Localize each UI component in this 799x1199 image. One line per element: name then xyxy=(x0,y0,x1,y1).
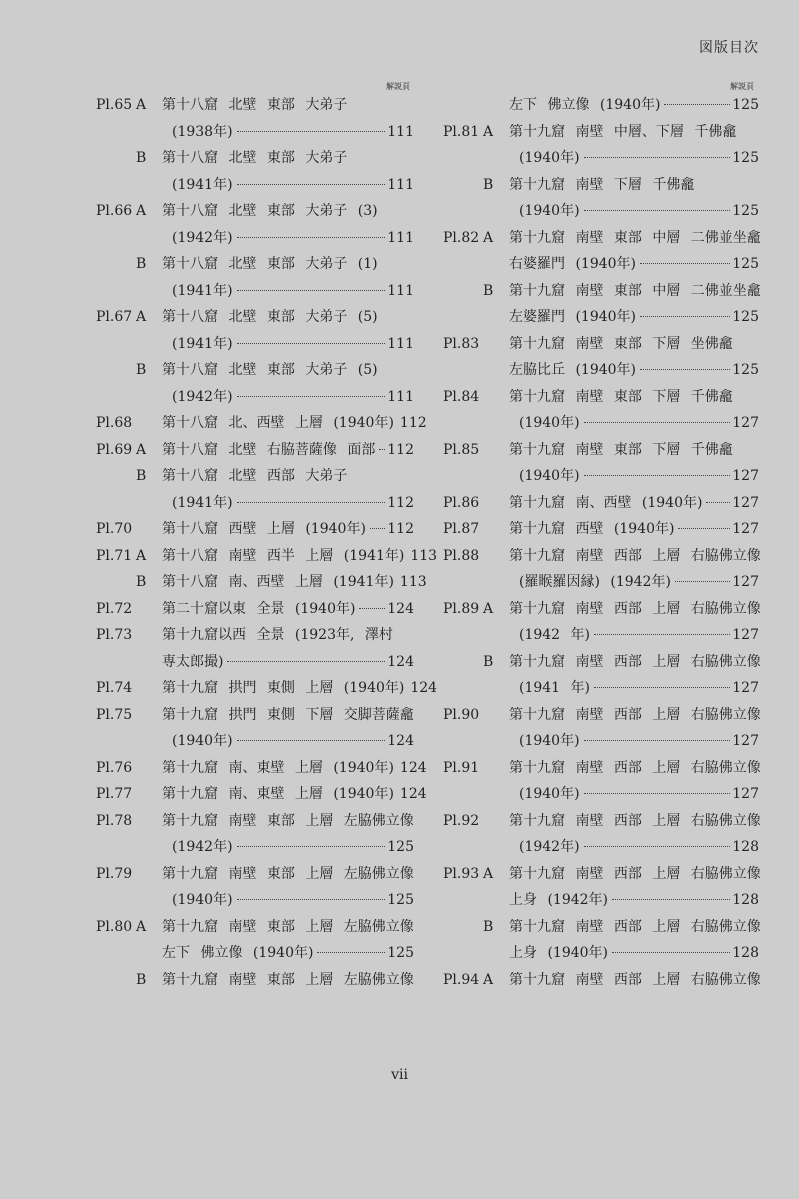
plate-sub-letter: A xyxy=(483,229,494,246)
toc-entry xyxy=(443,940,759,967)
toc-entry xyxy=(443,516,759,543)
dot-leader xyxy=(612,899,730,900)
entry-caption: 上身 (1940年) xyxy=(509,945,609,961)
column-heading-left: 解説頁 xyxy=(386,82,410,91)
toc-entry xyxy=(443,649,759,676)
toc-entry xyxy=(443,410,759,437)
plate-sub-letter: B xyxy=(136,468,147,484)
plate-number: Pl.73 xyxy=(96,627,133,643)
toc-entry xyxy=(443,357,759,384)
plate-number: Pl.87 xyxy=(443,521,480,537)
toc-entry xyxy=(96,755,427,782)
commentary-page-number: 113 xyxy=(410,547,438,564)
plate-number: Pl.80 xyxy=(96,918,133,935)
toc-entry xyxy=(96,198,414,225)
toc-entry xyxy=(96,145,414,172)
toc-entry xyxy=(443,331,759,358)
commentary-page-number: 111 xyxy=(387,229,414,246)
entry-caption: 左婆羅門 (1940年) xyxy=(509,309,637,325)
entry-caption: 第十九窟 南壁 東部 上層 左脇佛立像 xyxy=(162,812,414,829)
entry-caption: 第十九窟 南壁 西部 上層 右脇佛立像 xyxy=(509,971,761,988)
toc-entry xyxy=(96,410,427,437)
plate-sub-letter: B xyxy=(136,256,147,272)
commentary-page-number: 111 xyxy=(387,335,414,352)
toc-entry xyxy=(96,702,414,729)
toc-entry xyxy=(96,649,414,676)
entry-caption: 第十九窟 南、東壁 上層 (1940年) xyxy=(162,759,394,776)
entry-caption: 第二十窟以東 全景 (1940年) xyxy=(162,600,356,617)
commentary-page-number: 128 xyxy=(732,839,759,855)
commentary-page-number: 112 xyxy=(387,521,414,537)
commentary-page-number: 125 xyxy=(732,203,759,219)
entry-caption: 第十八窟 北壁 東部 大弟子 (5) xyxy=(162,309,378,325)
toc-entry xyxy=(96,967,414,994)
plate-sub-letter: A xyxy=(136,309,147,325)
toc-entry xyxy=(96,92,414,119)
plate-number: Pl.94 xyxy=(443,971,480,988)
entry-caption: 第十九窟 南壁 東部 下層 千佛龕 xyxy=(509,441,733,458)
dot-leader xyxy=(237,343,386,344)
entry-caption: 専太郎撮) xyxy=(162,653,224,670)
entry-caption: 第十八窟 北壁 西部 大弟子 xyxy=(162,468,348,484)
entry-caption: (1941年) xyxy=(172,494,233,511)
dot-leader xyxy=(584,475,731,476)
plate-number: Pl.78 xyxy=(96,812,133,829)
toc-entry xyxy=(443,145,759,172)
commentary-page-number: 124 xyxy=(387,733,414,749)
entry-caption: 第十九窟 南壁 東部 上層 左脇佛立像 xyxy=(162,971,414,988)
dot-leader xyxy=(584,846,731,847)
entry-caption: 第十九窟 南壁 西部 上層 右脇佛立像 xyxy=(509,759,761,776)
commentary-page-number: 112 xyxy=(399,415,427,431)
toc-entry xyxy=(443,569,759,596)
toc-entry xyxy=(443,92,759,119)
plate-sub-letter: B xyxy=(483,176,494,193)
plate-number: Pl.68 xyxy=(96,415,133,431)
commentary-page-number: 127 xyxy=(732,521,759,537)
plate-number: Pl.66 xyxy=(96,203,133,219)
toc-entry xyxy=(96,569,427,596)
toc-entry xyxy=(96,490,414,517)
plate-number: Pl.90 xyxy=(443,706,480,723)
plate-sub-letter: A xyxy=(136,441,147,458)
commentary-page-number: 125 xyxy=(387,839,414,855)
entry-caption: 第十九窟以西 全景 (1923年, 澤村 xyxy=(162,627,393,643)
entry-caption: 第十八窟 北壁 東部 大弟子 xyxy=(162,150,348,166)
entry-caption: (1941年) xyxy=(172,176,233,193)
toc-entry xyxy=(96,251,414,278)
entry-caption: (1940年) xyxy=(519,786,580,802)
entry-caption: 第十九窟 南壁 下層 千佛龕 xyxy=(509,176,695,193)
dot-leader xyxy=(584,210,731,211)
toc-entry xyxy=(443,596,759,623)
plate-number: Pl.89 xyxy=(443,600,480,617)
commentary-page-number: 128 xyxy=(732,892,759,908)
commentary-page-number: 113 xyxy=(399,574,427,590)
plate-sub-letter: B xyxy=(136,150,147,166)
toc-entry xyxy=(443,702,759,729)
plate-number: Pl.81 xyxy=(443,123,480,140)
toc-entry xyxy=(443,781,759,808)
plate-sub-letter: A xyxy=(136,97,147,113)
toc-entry xyxy=(96,914,414,941)
plate-number: Pl.92 xyxy=(443,812,480,829)
dot-leader xyxy=(640,369,730,370)
plate-number: Pl.79 xyxy=(96,865,133,882)
toc-entry xyxy=(96,384,414,411)
commentary-page-number: 127 xyxy=(732,627,759,643)
entry-caption: 第十九窟 南壁 西部 上層 右脇佛立像 xyxy=(509,600,761,617)
toc-entry xyxy=(443,728,759,755)
commentary-page-number: 111 xyxy=(387,388,414,405)
plate-sub-letter: B xyxy=(136,574,147,590)
entry-caption: 第十九窟 南壁 東部 下層 千佛龕 xyxy=(509,388,733,405)
toc-entry xyxy=(443,914,759,941)
toc-entry xyxy=(96,516,414,543)
entry-caption: (1940年) xyxy=(172,733,233,749)
entry-caption: 上身 (1942年) xyxy=(509,892,609,908)
entry-caption: 右婆羅門 (1940年) xyxy=(509,256,637,272)
dot-leader xyxy=(612,952,730,953)
toc-entry xyxy=(96,940,414,967)
toc-entry xyxy=(96,808,414,835)
entry-caption: 第十九窟 西壁 (1940年) xyxy=(509,521,675,537)
dot-leader xyxy=(379,449,385,450)
dot-leader xyxy=(584,740,731,741)
entry-caption: (1940年) xyxy=(519,468,580,484)
dot-leader xyxy=(370,528,385,529)
entry-caption: 第十九窟 拱門 東側 上層 (1940年) xyxy=(162,680,405,696)
toc-entry xyxy=(443,755,759,782)
toc-entry xyxy=(96,728,414,755)
plate-sub-letter: A xyxy=(483,123,494,140)
dot-leader xyxy=(227,661,385,662)
plate-number: Pl.91 xyxy=(443,759,480,776)
toc-entry xyxy=(443,278,759,305)
commentary-page-number: 128 xyxy=(732,945,759,961)
toc-entry xyxy=(96,437,414,464)
commentary-page-number: 124 xyxy=(387,600,414,617)
entry-caption: 第十八窟 北壁 東部 大弟子 (5) xyxy=(162,362,378,378)
entry-caption: 第十九窟 南壁 中層、下層 千佛龕 xyxy=(509,123,737,140)
plate-sub-letter: A xyxy=(136,203,147,219)
dot-leader xyxy=(237,899,386,900)
plate-number: Pl.69 xyxy=(96,441,133,458)
running-header: 図版目次 xyxy=(699,40,759,56)
entry-caption: 第十九窟 南壁 西部 上層 右脇佛立像 xyxy=(509,865,761,882)
commentary-page-number: 124 xyxy=(387,653,414,670)
toc-entry xyxy=(96,543,438,570)
plate-number: Pl.88 xyxy=(443,547,480,564)
toc-column-left xyxy=(96,92,438,993)
toc-entry xyxy=(443,490,759,517)
toc-entry xyxy=(443,675,759,702)
entry-caption: 第十九窟 南壁 西部 上層 右脇佛立像 xyxy=(509,547,761,564)
entry-caption: (1941 年) xyxy=(519,680,591,696)
entry-caption: 第十九窟 南壁 東部 中層 二佛並坐龕 xyxy=(509,282,761,299)
entry-caption: 第十八窟 北壁 東部 大弟子 xyxy=(162,97,348,113)
toc-entry xyxy=(96,596,414,623)
commentary-page-number: 124 xyxy=(399,759,427,776)
entry-caption: 第十九窟 南壁 東部 上層 左脇佛立像 xyxy=(162,865,414,882)
dot-leader xyxy=(678,528,730,529)
dot-leader xyxy=(237,290,386,291)
toc-column-right xyxy=(443,92,759,993)
commentary-page-number: 125 xyxy=(387,945,414,961)
entry-caption: 第十九窟 拱門 東側 下層 交脚菩薩龕 xyxy=(162,706,414,723)
plate-number: Pl.83 xyxy=(443,335,480,352)
entry-caption: (1942年) xyxy=(172,839,233,855)
commentary-page-number: 127 xyxy=(732,468,759,484)
toc-entry xyxy=(96,463,414,490)
plate-sub-letter: B xyxy=(483,918,494,935)
plate-sub-letter: A xyxy=(483,971,494,988)
toc-entry xyxy=(443,463,759,490)
commentary-page-number: 127 xyxy=(732,415,759,431)
plate-sub-letter: A xyxy=(483,600,494,617)
commentary-page-number: 125 xyxy=(732,150,759,166)
entry-caption: 第十八窟 北壁 右脇菩薩像 面部 xyxy=(162,441,376,458)
toc-entry xyxy=(443,887,759,914)
toc-entry xyxy=(96,278,414,305)
dot-leader xyxy=(640,263,730,264)
entry-caption: 第十八窟 南、西壁 上層 (1941年) xyxy=(162,574,394,590)
entry-caption: 第十八窟 北壁 東部 大弟子 (1) xyxy=(162,256,378,272)
commentary-page-number: 112 xyxy=(387,494,414,511)
plate-number: Pl.67 xyxy=(96,309,133,325)
toc-entry xyxy=(443,119,759,146)
toc-entry xyxy=(443,437,759,464)
entry-caption: (1942年) xyxy=(172,229,233,246)
entry-caption: 第十九窟 南壁 東部 上層 左脇佛立像 xyxy=(162,918,414,935)
toc-entry xyxy=(443,861,759,888)
entry-caption: 第十九窟 南壁 東部 中層 二佛並坐龕 xyxy=(509,229,761,246)
entry-caption: 第十八窟 南壁 西半 上層 (1941年) xyxy=(162,547,405,564)
commentary-page-number: 125 xyxy=(732,97,759,113)
dot-leader xyxy=(594,634,730,635)
commentary-page-number: 111 xyxy=(387,123,414,140)
entry-caption: (1941年) xyxy=(172,282,233,299)
plate-sub-letter: A xyxy=(483,865,494,882)
entry-caption: 第十九窟 南壁 西部 上層 右脇佛立像 xyxy=(509,918,761,935)
plate-number: Pl.74 xyxy=(96,680,133,696)
toc-entry xyxy=(96,357,414,384)
entry-caption: (1940年) xyxy=(519,415,580,431)
entry-caption: (1942年) xyxy=(172,388,233,405)
commentary-page-number: 127 xyxy=(732,574,759,590)
entry-caption: (1938年) xyxy=(172,123,233,140)
plate-number: Pl.93 xyxy=(443,865,480,882)
entry-caption: 左脇比丘 (1940年) xyxy=(509,362,637,378)
toc-entry xyxy=(443,251,759,278)
toc-entry xyxy=(443,384,759,411)
plate-number: Pl.70 xyxy=(96,521,133,537)
entry-caption: 第十八窟 北壁 東部 大弟子 (3) xyxy=(162,203,378,219)
plate-number: Pl.84 xyxy=(443,388,480,405)
commentary-page-number: 124 xyxy=(399,786,427,802)
plate-number: Pl.76 xyxy=(96,759,133,776)
entry-caption: 左下 佛立像 (1940年) xyxy=(162,945,314,961)
entry-caption: (1942年) xyxy=(519,839,580,855)
plate-number: Pl.85 xyxy=(443,441,480,458)
entry-caption: (1940年) xyxy=(519,150,580,166)
dot-leader xyxy=(237,396,386,397)
entry-caption: (1941年) xyxy=(172,335,233,352)
toc-entry xyxy=(96,172,414,199)
dot-leader xyxy=(237,237,386,238)
dot-leader xyxy=(706,502,730,503)
entry-caption: 第十九窟 南、東壁 上層 (1940年) xyxy=(162,786,394,802)
entry-caption: 第十九窟 南壁 西部 上層 右脇佛立像 xyxy=(509,812,761,829)
toc-entry xyxy=(443,808,759,835)
entry-caption: 第十九窟 南壁 西部 上層 右脇佛立像 xyxy=(509,653,761,670)
commentary-page-number: 112 xyxy=(387,441,414,458)
dot-leader xyxy=(237,740,386,741)
dot-leader xyxy=(359,608,385,609)
dot-leader xyxy=(237,184,386,185)
entry-caption: 第十八窟 西壁 上層 (1940年) xyxy=(162,521,366,537)
toc-entry xyxy=(443,304,759,331)
dot-leader xyxy=(237,846,386,847)
dot-leader xyxy=(317,952,385,953)
toc-entry xyxy=(96,675,438,702)
commentary-page-number: 127 xyxy=(732,733,759,749)
dot-leader xyxy=(594,687,730,688)
dot-leader xyxy=(237,502,386,503)
entry-caption: (1940年) xyxy=(519,733,580,749)
dot-leader xyxy=(640,316,730,317)
plate-number: Pl.71 xyxy=(96,547,133,564)
commentary-page-number: 127 xyxy=(732,680,759,696)
plate-number: Pl.77 xyxy=(96,786,133,802)
entry-caption: 第十八窟 北、西壁 上層 (1940年) xyxy=(162,415,394,431)
plate-number: Pl.65 xyxy=(96,97,133,113)
toc-entry xyxy=(443,622,759,649)
plate-sub-letter: B xyxy=(136,362,147,378)
commentary-page-number: 111 xyxy=(387,282,414,299)
commentary-page-number: 111 xyxy=(387,176,414,193)
entry-caption: (1940年) xyxy=(172,892,233,908)
toc-entry xyxy=(96,622,414,649)
plate-sub-letter: B xyxy=(483,282,494,299)
toc-entry xyxy=(96,834,414,861)
toc-entry xyxy=(443,967,759,994)
entry-caption: (羅睺羅因縁) (1942年) xyxy=(519,574,671,590)
toc-entry xyxy=(96,781,427,808)
plate-sub-letter: A xyxy=(136,918,147,935)
commentary-page-number: 124 xyxy=(410,680,438,696)
commentary-page-number: 125 xyxy=(732,256,759,272)
plate-sub-letter: B xyxy=(483,653,494,670)
toc-entry xyxy=(443,225,759,252)
plate-number: Pl.82 xyxy=(443,229,480,246)
entry-caption: 第十九窟 南、西壁 (1940年) xyxy=(509,494,703,511)
commentary-page-number: 127 xyxy=(732,494,759,511)
page-number: vii xyxy=(391,1067,408,1083)
dot-leader xyxy=(237,131,386,132)
commentary-page-number: 125 xyxy=(732,362,759,378)
entry-caption: (1940年) xyxy=(519,203,580,219)
toc-entry xyxy=(96,304,414,331)
plate-number: Pl.72 xyxy=(96,600,133,617)
plate-number: Pl.86 xyxy=(443,494,480,511)
toc-entry xyxy=(96,119,414,146)
toc-entry xyxy=(96,331,414,358)
toc-entry xyxy=(96,887,414,914)
toc-entry xyxy=(443,543,759,570)
entry-caption: 第十九窟 南壁 西部 上層 右脇佛立像 xyxy=(509,706,761,723)
commentary-page-number: 125 xyxy=(732,309,759,325)
toc-entry xyxy=(96,225,414,252)
dot-leader xyxy=(664,104,730,105)
entry-caption: (1942 年) xyxy=(519,627,591,643)
entry-caption: 左下 佛立像 (1940年) xyxy=(509,97,661,113)
toc-entry xyxy=(443,198,759,225)
entry-caption: 第十九窟 南壁 東部 下層 坐佛龕 xyxy=(509,335,733,352)
toc-entry xyxy=(443,172,759,199)
commentary-page-number: 125 xyxy=(387,892,414,908)
commentary-page-number: 127 xyxy=(732,786,759,802)
plate-number: Pl.75 xyxy=(96,706,133,723)
plate-sub-letter: A xyxy=(136,547,147,564)
dot-leader xyxy=(584,422,731,423)
toc-entry xyxy=(443,834,759,861)
toc-entry xyxy=(96,861,414,888)
dot-leader xyxy=(584,793,731,794)
column-heading-right: 解説頁 xyxy=(730,82,754,91)
dot-leader xyxy=(584,157,731,158)
dot-leader xyxy=(675,581,730,582)
plate-sub-letter: B xyxy=(136,971,147,988)
